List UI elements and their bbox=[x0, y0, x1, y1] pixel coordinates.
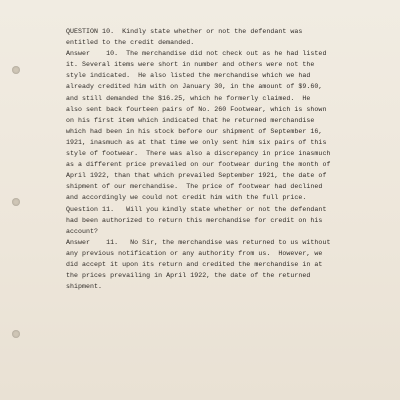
text-line: already credited him with on January 30, in the amount of $9.60, bbox=[66, 83, 323, 91]
text-line: April 1922, than that which prevailed September 1921, the date of bbox=[66, 172, 327, 180]
text-line: Answer 11. No Sir, the merchandise was returned to us without bbox=[66, 238, 331, 246]
text-line: Question 11. Will you kindly state whether or not the defendant bbox=[66, 205, 327, 213]
text-line: any previous notification or any authority from us. However, we bbox=[66, 249, 323, 257]
punch-hole bbox=[12, 198, 20, 206]
text-line: Answer 10. The merchandise did not check out as he had listed bbox=[66, 50, 327, 58]
text-line: QUESTION 10. Kindly state whether or not the defendant was bbox=[66, 28, 303, 35]
text-line: shipment of our merchandise. The price of footwear had declined bbox=[66, 183, 323, 191]
text-line: style of footwear. There was also a discrepancy in price inasmuch bbox=[66, 150, 331, 158]
document-body bbox=[66, 26, 384, 292]
text-line: the prices prevailing in April 1922, the date of the returned bbox=[66, 272, 311, 280]
text-line: entitled to the credit demanded. bbox=[66, 39, 195, 47]
text-line: and accordingly we could not credit him with the full price. bbox=[66, 194, 307, 202]
punch-hole bbox=[12, 66, 20, 74]
text-line: account? bbox=[66, 227, 99, 235]
text-line: shipment. bbox=[66, 283, 103, 291]
text-line: did accept it upon its return and credited the merchandise in at bbox=[66, 260, 323, 268]
text-line: and still demanded the $16.25, which he formerly claimed. He bbox=[66, 94, 311, 102]
text-line: had been authorized to return this merchandise for credit on his bbox=[66, 216, 323, 224]
text-line: on his first item which indicated that he returned merchandise bbox=[66, 116, 315, 124]
text-line: style indicated. He also listed the merchandise which we had bbox=[66, 72, 311, 80]
text-line: 1921, inasmuch as at that time we only sent him six pairs of this bbox=[66, 138, 327, 146]
text-line: which had been in his stock before our shipment of September 16, bbox=[66, 127, 323, 135]
text-line: also sent back fourteen pairs of No. 260 Footwear, which is shown bbox=[66, 105, 327, 113]
text-line: it. Several items were short in number and others were not the bbox=[66, 61, 315, 69]
punch-hole bbox=[12, 330, 20, 338]
text-line: as a different price prevailed on our footwear during the month of bbox=[66, 161, 331, 169]
